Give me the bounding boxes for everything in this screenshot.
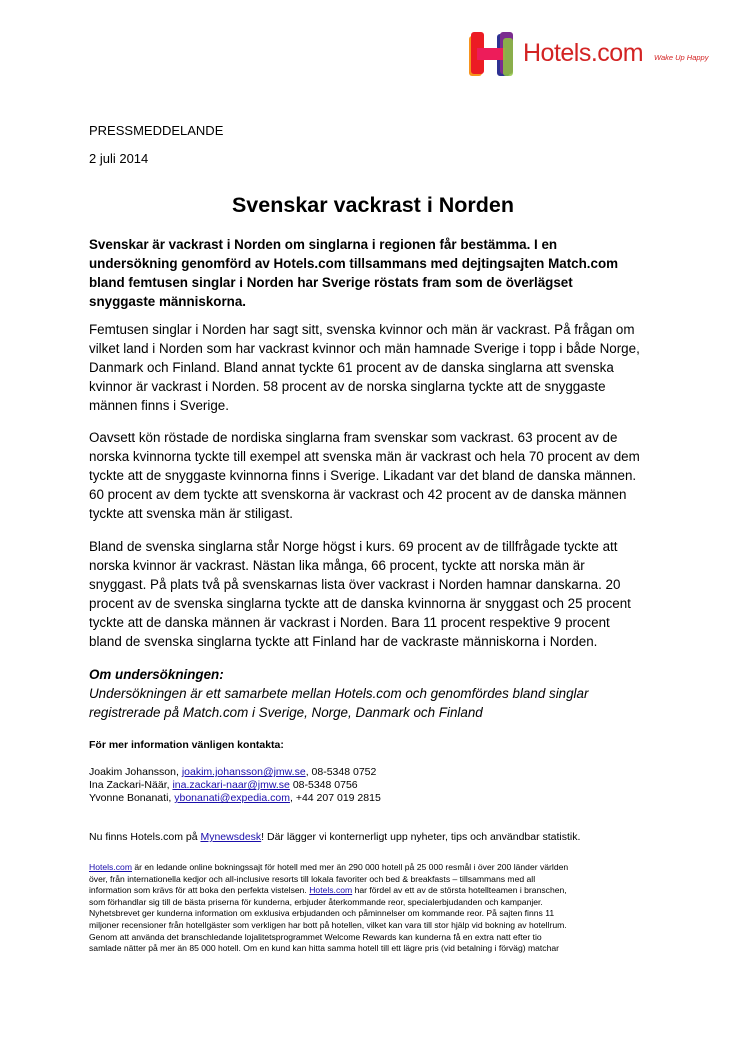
lead-line: snyggaste människorna. [89,294,247,309]
contact-row [89,766,381,779]
text-line: bland de svenska singlarna tyckte att Finland har de vackraste människorna i Norden. [89,634,598,649]
boilerplate-text: är en ledande online bokningssajt för hotell med mer än 290 000 hotell på 25 000 resmål i över 200 länder världen [131,862,569,872]
hotels-com-link[interactable]: Hotels.com [309,885,353,896]
boilerplate-text: information som krävs för att boka den perfekta vistelsen. [89,885,310,896]
hotels-com-logo [467,30,722,78]
text-line: 60 procent av dem tyckte att svenskorna är vackrast och 42 procent av de danska männen [89,487,627,502]
contact-email-link[interactable]: joakim.johansson@jmw.se [181,766,306,778]
text-line: Oavsett kön röstade de nordiska singlarna fram svenskar som vackrast. 63 procent av de [89,430,618,445]
boilerplate-text: har fördel av ett av de största hotellteamen i branschen, [352,885,567,896]
body-paragraph-1 [89,320,669,415]
mynewsdesk-link[interactable]: Mynewsdesk [200,831,262,843]
contact-list [89,766,381,805]
about-line: Undersökningen är ett samarbete mellan Hotels.com och genomfördes bland singlar [89,686,589,701]
boilerplate-line: Nyhetsbrevet ger kunderna information om exklusiva erbjudanden och påminnelser om kommande reor. På sajten finns 11 [89,908,555,919]
hotels-h-logo-icon [467,30,517,78]
document-type: PRESSMEDDELANDE [89,123,224,138]
contact-name: Yvonne Bonanati, [89,792,175,804]
mynewsdesk-text-after: ! Där lägger vi konternerligt upp nyheter, tips och användbar statistik. [261,831,581,843]
text-line: norska kvinnor är vackrast. Nästan lika många, 66 procent, tyckte att norska män är [89,558,585,573]
boilerplate-line [89,885,689,897]
body-paragraph-3 [89,537,669,651]
text-line: männen finns i Sverige. [89,398,229,413]
text-line: Danmark och Finland. Bland annat tyckte 61 procent av de danska singlarna att svenska [89,360,614,375]
boilerplate-line: över, från internationella kedjor och all-inclusive resorts till lokala favoriter och bed & breakfasts – tillsammans med all [89,873,536,884]
text-line: kvinnor är vackrast i Norden. 58 procent av de norska singlarna tyckte att de snyggaste [89,379,606,394]
text-line: tyckte att de danska männen är vackrast i Norden. Bara 11 procent respektive 9 procent [89,615,610,630]
boilerplate-line: som förhandlar sig till de bästa priserna för kunderna, erbjuder återkommande reor, specialerbjudanden och kampanjer. [89,896,543,907]
about-section [89,665,669,722]
boilerplate-line [89,862,689,874]
boilerplate-line: Genom att använda det branschledande lojalitetsprogrammet Welcome Rewards kan kunderna få en extra natt efter tio [89,931,542,942]
contact-row [89,779,381,792]
text-line: Femtusen singlar i Norden har sagt sitt, svenska kvinnor och män är vackrast. På frågan om [89,322,635,337]
logo-wordmark: Hotels.com [523,39,644,67]
mynewsdesk-text-before: Nu finns Hotels.com på [89,831,201,843]
text-line: snyggast. På plats två på svenskarnas lista över vackrast i Norden hamnar danskarna. 20 [89,577,621,592]
contact-phone: 08-5348 0756 [289,779,358,791]
logo-tagline: Wake Up Happy [654,53,709,62]
text-line: vilket land i Norden som har vackrast kvinnor och män hamnade Sverige i topp i både Norge, [89,341,640,356]
release-date: 2 juli 2014 [89,151,149,166]
contact-email-link[interactable]: ina.zackari-naar@jmw.se [172,779,290,791]
contact-email-link[interactable]: ybonanati@expedia.com [174,792,290,804]
lead-line: undersökning genomförd av Hotels.com tillsammans med dejtingsajten Match.com [89,256,619,271]
text-line: procent av de svenska singlarna tyckte att de danska kvinnorna är snyggast och 25 procent [89,596,631,611]
text-line: tyckte att svenska män är stiligast. [89,506,293,521]
text-line: Bland de svenska singlarna står Norge högst i kurs. 69 procent av de tillfrågade tyckte att [89,539,618,554]
contact-name: Ina Zackari-Näär, [89,779,173,791]
contact-name: Joakim Johansson, [89,766,182,778]
contact-phone: , 08-5348 0752 [305,766,377,778]
contact-heading: För mer information vänligen kontakta: [89,739,284,751]
mynewsdesk-line [89,831,580,844]
text-line: tyckte att de snyggaste kvinnorna finns i Sverige. Likadant var det bland de danska männen. [89,468,637,483]
lead-paragraph [89,235,669,311]
about-heading: Om undersökningen: [89,667,224,682]
page-title: Svenskar vackrast i Norden [231,193,515,217]
contact-row [89,792,381,805]
body-paragraph-2 [89,428,669,523]
boilerplate-paragraph [89,862,689,955]
contact-phone: , +44 207 019 2815 [289,792,381,804]
boilerplate-line: miljoner recensioner från hotellgäster som verkligen har bott på hotellen, vilket kan vara till stor hjälp vid bokning av hotellrum. [89,919,567,930]
lead-line: bland femtusen singlar i Norden har Sverige röstats fram som de överlägset [89,275,573,290]
hotels-com-link[interactable]: Hotels.com [89,862,132,872]
boilerplate-line: samlade nätter på mer än 85 000 hotell. Om en kund kan hitta samma hotell till ett lägre pris (vid betalning i förväg) matchar [89,943,560,954]
about-line: registrerade på Match.com i Sverige, Norge, Danmark och Finland [89,705,483,720]
lead-line: Svenskar är vackrast i Norden om singlarna i regionen får bestämma. I en [89,237,558,252]
text-line: norska kvinnorna tyckte till exempel att svenska män är vackrast och hela 70 procent av dem [89,449,640,464]
